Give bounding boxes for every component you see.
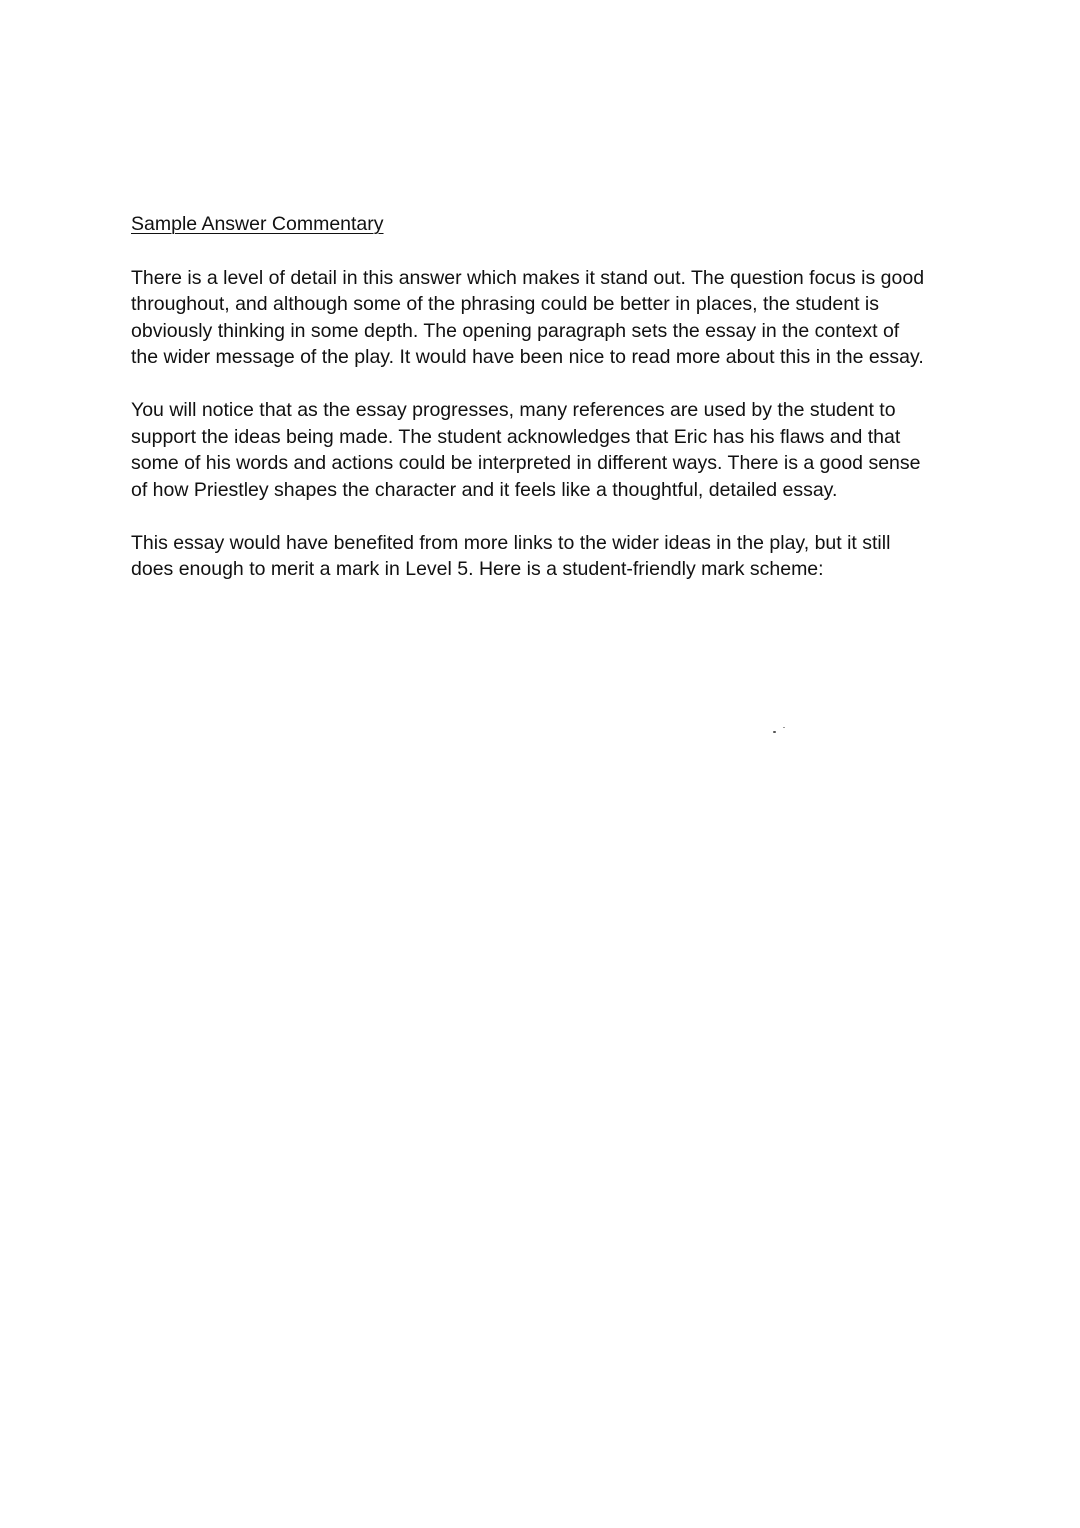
paragraph-line: does enough to merit a mark in Level 5. Here is a student-friendly mark scheme: <box>131 558 824 580</box>
scan-artifact <box>773 731 776 733</box>
scan-artifact <box>783 727 785 728</box>
paragraph-line: support the ideas being made. The student acknowledges that Eric has his flaws and that <box>131 425 901 448</box>
document-body <box>131 211 961 609</box>
paragraph-line: This essay would have benefited from more links to the wider ideas in the play, but it still <box>131 531 891 554</box>
paragraph-3 <box>131 530 961 583</box>
paragraph-line: There is a level of detail in this answer which makes it stand out. The question focus is good <box>131 266 925 289</box>
paragraph-line: You will notice that as the essay progresses, many references are used by the student to <box>131 399 896 421</box>
page-title: Sample Answer Commentary <box>131 213 384 235</box>
paragraph-2 <box>131 397 961 503</box>
paragraph-line: obviously thinking in some depth. The opening paragraph sets the essay in the context of <box>131 319 900 342</box>
paragraph-line: the wider message of the play. It would have been nice to read more about this in the essay. <box>131 346 924 368</box>
paragraph-line: some of his words and actions could be interpreted in different ways. There is a good sense <box>131 452 921 474</box>
paragraph-1 <box>131 265 961 371</box>
paragraph-line: of how Priestley shapes the character and it feels like a thoughtful, detailed essay. <box>131 478 838 501</box>
paragraph-line: throughout, and although some of the phrasing could be better in places, the student is <box>131 293 880 315</box>
